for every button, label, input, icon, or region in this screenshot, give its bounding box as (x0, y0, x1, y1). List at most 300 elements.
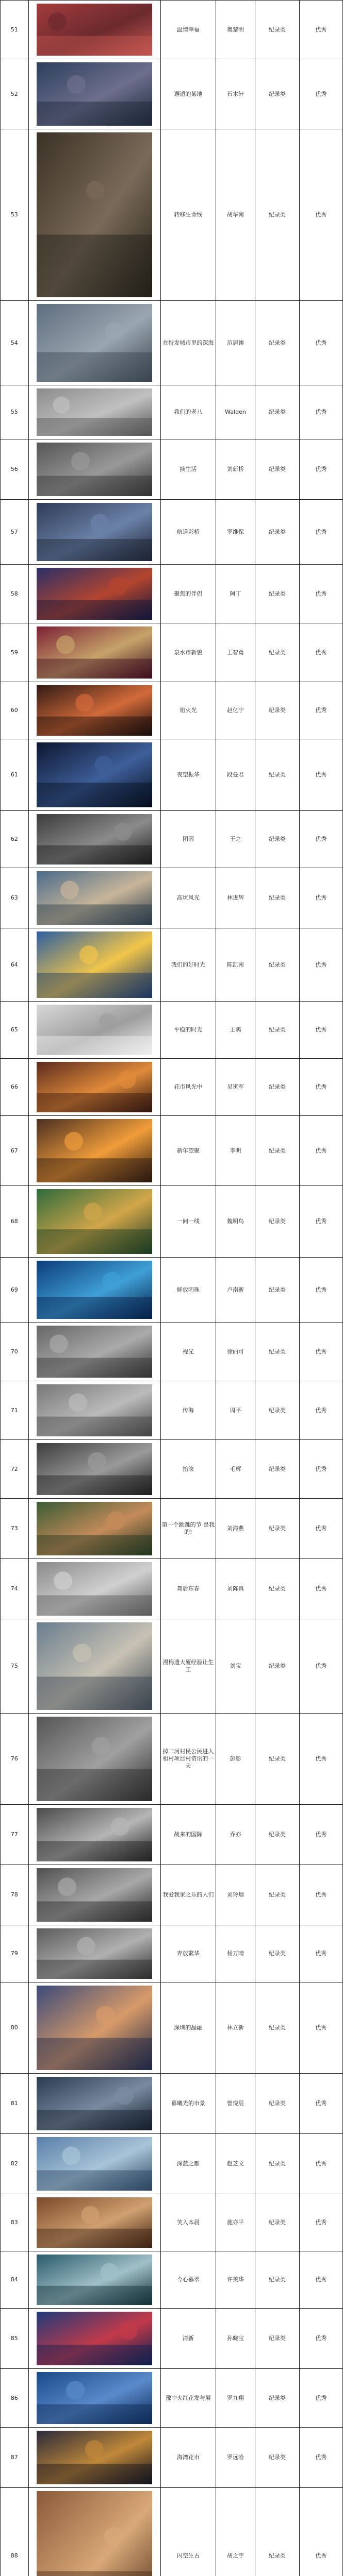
photo-author: 罗远哈 (216, 2428, 255, 2488)
photo-title: 视光 (160, 1323, 216, 1381)
photo-category: 纪录类 (255, 439, 299, 500)
photo-category: 纪录类 (255, 1499, 299, 1559)
row-number: 54 (1, 301, 29, 385)
photo-thumbnail (37, 2077, 152, 2130)
photo-category: 纪录类 (255, 1186, 299, 1258)
table-row (1, 2428, 343, 2488)
table-row (1, 2369, 343, 2428)
photo-award: 优秀 (299, 623, 342, 682)
photo-award: 优秀 (299, 301, 342, 385)
photo-cell (28, 623, 160, 682)
photo-award: 优秀 (299, 739, 342, 811)
photo-category: 纪录类 (255, 59, 299, 129)
photo-author: 王鸦 (216, 1002, 255, 1059)
photo-cell (28, 1714, 160, 1805)
photo-author: 刘海燕 (216, 1499, 255, 1559)
row-number: 78 (1, 1865, 29, 1925)
row-number: 79 (1, 1925, 29, 1982)
photo-thumbnail (37, 132, 152, 297)
photo-author: 阿丁 (216, 565, 255, 623)
photo-category: 纪录类 (255, 1805, 299, 1865)
photo-award: 优秀 (299, 2251, 342, 2309)
photo-award: 优秀 (299, 1559, 342, 1619)
photo-cell (28, 1805, 160, 1865)
photo-author: 石木轩 (216, 59, 255, 129)
table-row (1, 2251, 343, 2309)
photo-category: 纪录类 (255, 1323, 299, 1381)
photo-award: 优秀 (299, 565, 342, 623)
photo-thumbnail (37, 1502, 152, 1555)
photo-thumbnail (37, 2491, 152, 2576)
photo-cell (28, 1440, 160, 1499)
photo-thumbnail (37, 685, 152, 736)
photo-author: 赵芝文 (216, 2134, 255, 2194)
photo-title: 豫中火红花发与展 (160, 2369, 216, 2428)
row-number: 55 (1, 385, 29, 439)
photo-author: 范居诶 (216, 301, 255, 385)
photo-category: 纪录类 (255, 2309, 299, 2369)
photo-thumbnail (37, 503, 152, 561)
row-number: 60 (1, 682, 29, 739)
photo-category: 纪录类 (255, 2134, 299, 2194)
row-number: 75 (1, 1619, 29, 1714)
photo-award: 优秀 (299, 1925, 342, 1982)
photo-cell (28, 2309, 160, 2369)
photo-cell (28, 1925, 160, 1982)
photo-cell (28, 1258, 160, 1323)
photo-title: 掉二河村民公民进入相村项目村资讯的一天 (160, 1714, 216, 1805)
photo-award: 优秀 (299, 1116, 342, 1186)
photo-title: 闪空生古 (160, 2488, 216, 2576)
photo-author: 奥黎明 (216, 1, 255, 59)
photo-category: 纪录类 (255, 2251, 299, 2309)
photo-category: 纪录类 (255, 385, 299, 439)
photo-award: 优秀 (299, 2134, 342, 2194)
table-row (1, 439, 343, 500)
photo-thumbnail (37, 1986, 152, 2070)
photo-title: 深圳的晶融 (160, 1982, 216, 2074)
table-row (1, 1440, 343, 1499)
photo-thumbnail (37, 2137, 152, 2191)
table-row (1, 2309, 343, 2369)
photo-category: 纪录类 (255, 1559, 299, 1619)
table-row (1, 2074, 343, 2134)
table-row (1, 2488, 343, 2576)
row-number: 72 (1, 1440, 29, 1499)
photo-title: 海湾花市 (160, 2428, 216, 2488)
photo-thumbnail (37, 1189, 152, 1254)
table-row (1, 868, 343, 928)
photo-author: 施亦平 (216, 2194, 255, 2251)
row-number: 82 (1, 2134, 29, 2194)
row-number: 66 (1, 1059, 29, 1116)
photo-thumbnail (37, 2312, 152, 2365)
photo-cell (28, 2428, 160, 2488)
photo-category: 纪录类 (255, 1619, 299, 1714)
photo-thumbnail (37, 1717, 152, 1801)
row-number: 63 (1, 868, 29, 928)
table-row (1, 739, 343, 811)
row-number: 77 (1, 1805, 29, 1865)
photo-award: 优秀 (299, 1865, 342, 1925)
row-number: 51 (1, 1, 29, 59)
photo-cell (28, 1865, 160, 1925)
row-number: 76 (1, 1714, 29, 1805)
photo-category: 纪录类 (255, 1258, 299, 1323)
row-number: 88 (1, 2488, 29, 2576)
photo-award: 优秀 (299, 1323, 342, 1381)
photo-award: 优秀 (299, 682, 342, 739)
table-row (1, 1186, 343, 1258)
table-row (1, 1559, 343, 1619)
photo-award: 优秀 (299, 1059, 342, 1116)
photo-award: 优秀 (299, 1805, 342, 1865)
photo-award: 优秀 (299, 1186, 342, 1258)
photo-title: 笑入本晨 (160, 2194, 216, 2251)
photo-cell (28, 928, 160, 1002)
photo-author: 段曼君 (216, 739, 255, 811)
photo-category: 纪录类 (255, 2369, 299, 2428)
row-number: 71 (1, 1381, 29, 1440)
photo-thumbnail (37, 2372, 152, 2424)
photo-title: 清新 (160, 2309, 216, 2369)
photo-author: 王之 (216, 811, 255, 868)
photo-title: 转移生命线 (160, 129, 216, 301)
photo-category: 纪录类 (255, 1002, 299, 1059)
row-number: 59 (1, 623, 29, 682)
photo-cell (28, 1059, 160, 1116)
table-row (1, 1982, 343, 2074)
row-number: 53 (1, 129, 29, 301)
photo-award: 优秀 (299, 1714, 342, 1805)
photo-cell (28, 2194, 160, 2251)
table-row (1, 1323, 343, 1381)
table-row (1, 1258, 343, 1323)
photo-title: 摘生活 (160, 439, 216, 500)
row-number: 65 (1, 1002, 29, 1059)
photo-thumbnail (37, 1808, 152, 1861)
photo-author: 赵亿宁 (216, 682, 255, 739)
photo-title: 一问一线 (160, 1186, 216, 1258)
photo-cell (28, 565, 160, 623)
table-row (1, 1499, 343, 1559)
photo-thumbnail (37, 1384, 152, 1436)
photo-category: 纪录类 (255, 682, 299, 739)
photo-thumbnail (37, 388, 152, 436)
table-row (1, 565, 343, 623)
photo-award: 优秀 (299, 1499, 342, 1559)
photo-cell (28, 868, 160, 928)
photo-award: 优秀 (299, 2488, 342, 2576)
row-number: 56 (1, 439, 29, 500)
photo-cell (28, 2251, 160, 2309)
photo-thumbnail (37, 1119, 152, 1182)
table-row (1, 129, 343, 301)
row-number: 86 (1, 2369, 29, 2428)
photo-thumbnail (37, 1868, 152, 1922)
photo-cell (28, 1186, 160, 1258)
photo-author: 毛辉 (216, 1440, 255, 1499)
photo-category: 纪录类 (255, 301, 299, 385)
photo-cell (28, 1982, 160, 2074)
photo-title: 温情幸福 (160, 1, 216, 59)
photo-author: 李明 (216, 1116, 255, 1186)
photo-cell (28, 1619, 160, 1714)
photo-title: 传海 (160, 1381, 216, 1440)
photo-award: 优秀 (299, 1440, 342, 1499)
photo-category: 纪录类 (255, 928, 299, 1002)
table-row (1, 2134, 343, 2194)
photo-award: 优秀 (299, 2309, 342, 2369)
photo-thumbnail (37, 1261, 152, 1319)
row-number: 62 (1, 811, 29, 868)
photo-award: 优秀 (299, 1982, 342, 2074)
photo-thumbnail (37, 443, 152, 496)
photo-award: 优秀 (299, 129, 342, 301)
photo-author: 林进辉 (216, 868, 255, 928)
table-row (1, 1865, 343, 1925)
photo-author: 王智勇 (216, 623, 255, 682)
photo-thumbnail (37, 304, 152, 382)
photo-cell (28, 59, 160, 129)
photo-cell (28, 129, 160, 301)
photo-author: 徐丽可 (216, 1323, 255, 1381)
photo-cell (28, 385, 160, 439)
row-number: 84 (1, 2251, 29, 2309)
photo-category: 纪录类 (255, 1059, 299, 1116)
photo-cell (28, 1559, 160, 1619)
table-row (1, 385, 343, 439)
photo-thumbnail (37, 1562, 152, 1616)
photo-category: 纪录类 (255, 565, 299, 623)
photo-author: 罗九翔 (216, 2369, 255, 2428)
photo-title: 焰火光 (160, 682, 216, 739)
table-row (1, 928, 343, 1002)
row-number: 69 (1, 1258, 29, 1323)
photo-category: 纪录类 (255, 1982, 299, 2074)
photo-award: 优秀 (299, 2369, 342, 2428)
photo-author: 周平 (216, 1381, 255, 1440)
photo-award: 优秀 (299, 928, 342, 1002)
photo-title: 花市风光中 (160, 1059, 216, 1116)
photo-cell (28, 2369, 160, 2428)
table-row (1, 301, 343, 385)
photo-title: 奔放繁华 (160, 1925, 216, 1982)
row-number: 87 (1, 2428, 29, 2488)
table-row (1, 59, 343, 129)
photo-cell (28, 1381, 160, 1440)
table-row (1, 682, 343, 739)
row-number: 83 (1, 2194, 29, 2251)
photo-author: 刘新桥 (216, 439, 255, 500)
photo-author: 刘陈真 (216, 1559, 255, 1619)
photo-award: 优秀 (299, 868, 342, 928)
table-row (1, 1059, 343, 1116)
table-row (1, 811, 343, 868)
photo-thumbnail (37, 742, 152, 807)
photo-award: 优秀 (299, 2194, 342, 2251)
photo-cell (28, 1116, 160, 1186)
photo-thumbnail (37, 1062, 152, 1112)
photo-cell (28, 1323, 160, 1381)
table-row (1, 1, 343, 59)
photo-title: 聚焦的伴侣 (160, 565, 216, 623)
photo-cell (28, 682, 160, 739)
photo-category: 纪录类 (255, 1, 299, 59)
photo-thumbnail (37, 1622, 152, 1710)
photo-award: 优秀 (299, 1002, 342, 1059)
row-number: 80 (1, 1982, 29, 2074)
photo-award: 优秀 (299, 500, 342, 565)
photo-author: 林立新 (216, 1982, 255, 2074)
row-number: 85 (1, 2309, 29, 2369)
row-number: 57 (1, 500, 29, 565)
photo-category: 纪录类 (255, 2488, 299, 2576)
photo-cell (28, 1002, 160, 1059)
photo-author: 乔亦 (216, 1805, 255, 1865)
photo-title: 邂逅的某地 (160, 59, 216, 129)
photo-category: 纪录类 (255, 1865, 299, 1925)
table-row (1, 1805, 343, 1865)
photo-thumbnail (37, 1443, 152, 1495)
row-number: 74 (1, 1559, 29, 1619)
photo-thumbnail (37, 814, 152, 865)
photo-award: 优秀 (299, 1258, 342, 1323)
row-number: 52 (1, 59, 29, 129)
photo-author: 彭彰 (216, 1714, 255, 1805)
photo-category: 纪录类 (255, 1714, 299, 1805)
photo-award: 优秀 (299, 1, 342, 59)
photo-thumbnail (37, 62, 152, 126)
photo-title: 团圆 (160, 811, 216, 868)
row-number: 64 (1, 928, 29, 1002)
photo-author: 孙晓宝 (216, 2309, 255, 2369)
table-row (1, 2194, 343, 2251)
photo-category: 纪录类 (255, 1440, 299, 1499)
photo-author: 杨万晴 (216, 1925, 255, 1982)
photo-thumbnail (37, 626, 152, 679)
row-number: 61 (1, 739, 29, 811)
photo-category: 纪录类 (255, 1116, 299, 1186)
photo-thumbnail (37, 2431, 152, 2484)
photo-author: 胡之宇 (216, 2488, 255, 2576)
photo-thumbnail (37, 4, 152, 56)
photo-title: 航道彩桥 (160, 500, 216, 565)
photo-category: 纪录类 (255, 1381, 299, 1440)
photo-title: 夜望振华 (160, 739, 216, 811)
row-number: 73 (1, 1499, 29, 1559)
photo-title: 泉水市新貌 (160, 623, 216, 682)
photo-author: 魏明鸟 (216, 1186, 255, 1258)
photo-title: 抬滚 (160, 1440, 216, 1499)
table-row (1, 1116, 343, 1186)
photo-category: 纪录类 (255, 129, 299, 301)
table-row (1, 1619, 343, 1714)
photo-cell (28, 739, 160, 811)
photo-category: 纪录类 (255, 2074, 299, 2134)
table-row (1, 1925, 343, 1982)
photo-category: 纪录类 (255, 623, 299, 682)
photo-title: 深蓝之都 (160, 2134, 216, 2194)
photo-thumbnail (37, 1005, 152, 1055)
photo-thumbnail (37, 931, 152, 998)
photo-category: 纪录类 (255, 1925, 299, 1982)
photo-thumbnail (37, 1928, 152, 1979)
photo-thumbnail (37, 871, 152, 925)
photo-cell (28, 301, 160, 385)
photo-author: Walden (216, 385, 255, 439)
photo-category: 纪录类 (255, 811, 299, 868)
photo-title: 漫梅遗大厦经验让生工 (160, 1619, 216, 1714)
photo-title: 战来的国际 (160, 1805, 216, 1865)
photo-award: 优秀 (299, 385, 342, 439)
photo-thumbnail (37, 2255, 152, 2305)
photo-award: 优秀 (299, 59, 342, 129)
photo-cell (28, 2488, 160, 2576)
row-number: 67 (1, 1116, 29, 1186)
photo-author: 罗维保 (216, 500, 255, 565)
photo-category: 纪录类 (255, 2194, 299, 2251)
photo-award: 优秀 (299, 2074, 342, 2134)
photo-title: 鲜放明珠 (160, 1258, 216, 1323)
row-number: 70 (1, 1323, 29, 1381)
photo-award: 优秀 (299, 1381, 342, 1440)
photo-cell (28, 2134, 160, 2194)
awards-table-body (1, 1, 343, 2576)
photo-cell (28, 439, 160, 500)
photo-thumbnail (37, 2197, 152, 2248)
photo-author: 刘玲烟 (216, 1865, 255, 1925)
photo-title: 在特发城市里的深海 (160, 301, 216, 385)
photo-title: 今心暮翠 (160, 2251, 216, 2309)
photo-cell (28, 811, 160, 868)
photo-author: 陈凯南 (216, 928, 255, 1002)
photo-award: 优秀 (299, 1619, 342, 1714)
photo-award: 优秀 (299, 811, 342, 868)
photo-title: 我们的老八 (160, 385, 216, 439)
photo-author: 曾悦辰 (216, 2074, 255, 2134)
photo-category: 纪录类 (255, 2428, 299, 2488)
photo-thumbnail (37, 1326, 152, 1378)
table-row (1, 623, 343, 682)
photo-title: 高坑风光 (160, 868, 216, 928)
photo-cell (28, 2074, 160, 2134)
photo-cell (28, 1499, 160, 1559)
photo-author: 吴寅军 (216, 1059, 255, 1116)
table-row (1, 500, 343, 565)
table-row (1, 1381, 343, 1440)
photo-award: 优秀 (299, 439, 342, 500)
photo-title: 暮曦光的市景 (160, 2074, 216, 2134)
photo-title: 舞后东春 (160, 1559, 216, 1619)
photo-title: 平稳的时光 (160, 1002, 216, 1059)
table-row (1, 1002, 343, 1059)
photo-title: 新年望聚 (160, 1116, 216, 1186)
row-number: 68 (1, 1186, 29, 1258)
photo-award: 优秀 (299, 2428, 342, 2488)
photo-cell (28, 500, 160, 565)
photo-author: 卢南新 (216, 1258, 255, 1323)
photo-cell (28, 1, 160, 59)
photo-category: 纪录类 (255, 868, 299, 928)
photo-thumbnail (37, 568, 152, 620)
photo-author: 胡华南 (216, 129, 255, 301)
photo-title: 我爱我家之乐的人们 (160, 1865, 216, 1925)
photo-title: 我们的好时光 (160, 928, 216, 1002)
photo-category: 纪录类 (255, 500, 299, 565)
photo-title: 第一个跳跳的节 是我的! (160, 1499, 216, 1559)
table-row (1, 1714, 343, 1805)
